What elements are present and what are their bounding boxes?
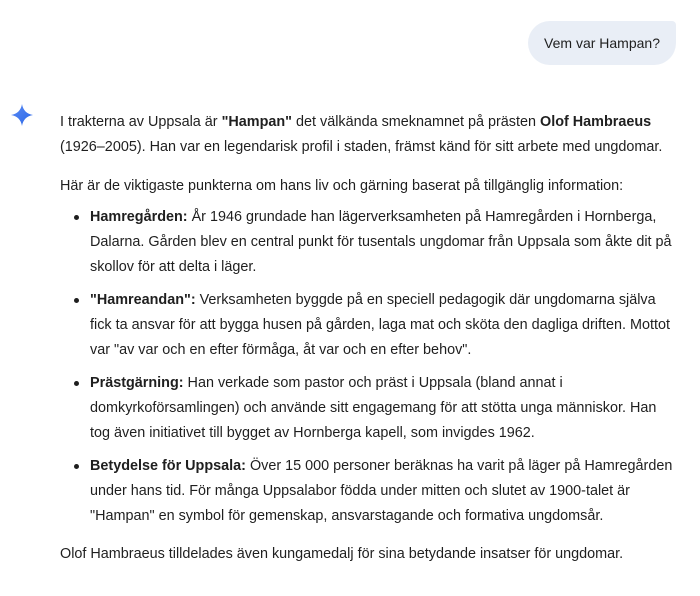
bullet-icon (74, 298, 79, 303)
point-title: Prästgärning: (90, 375, 184, 391)
list-item (60, 454, 680, 529)
bullet-icon (74, 464, 79, 469)
user-message-text: Vem var Hampan? (544, 35, 660, 51)
point-text: Verksamheten byggde på en speciell pedagogik där ungdomarna själva fick ta ansvar för att bygga husen på gården, laga mat och sköta den dagliga driften. Mottot var "av var och en efter förmåga, åt var och en efter behov". (90, 292, 670, 358)
list-item (60, 371, 680, 446)
sparkle-icon (11, 104, 33, 126)
list-item (60, 288, 680, 363)
point-text: År 1946 grundade han lägerverksamheten på Hamregården i Hornberga, Dalarna. Gården blev en central punkt för tusentals ungdomar från Uppsala som åkte dit på skollov för att delta i läger. (90, 209, 672, 275)
intro-text-1: I trakterna av Uppsala är (60, 114, 222, 130)
point-text: Över 15 000 personer beräknas ha varit på läger på Hamregården under hans tid. För många Uppsalabor födda under mitten och slutet av 1900-talet är "Hampan" en symbol för gemenskap, ansvarstagande och formativa ungdomsår. (90, 458, 673, 524)
point-title: Betydelse för Uppsala: (90, 458, 246, 474)
point-text: Han verkade som pastor och präst i Uppsala (bland annat i domkyrkoförsamlingen) och använde sitt engagemang för att stötta unga människor. Han tog även initiativet till bygget av Hornberga kapell, som invigdes 1962. (90, 375, 657, 441)
intro-text-2: det välkända smeknamnet på prästen (292, 114, 540, 130)
point-title: Hamregården: (90, 209, 188, 225)
point-title: "Hamreandan": (90, 292, 196, 308)
assistant-response (60, 110, 680, 567)
response-closing: Olof Hambraeus tilldelades även kungamedalj för sina betydande insatser för ungdomar. (60, 546, 624, 562)
key-points-list (60, 205, 680, 529)
list-item (60, 205, 680, 280)
response-lead: Här är de viktigaste punkterna om hans liv och gärning baserat på tillgänglig information: (60, 178, 624, 194)
user-message-bubble (528, 21, 676, 65)
bullet-icon (74, 381, 79, 386)
bullet-icon (74, 215, 79, 220)
intro-nickname: "Hampan" (221, 114, 292, 130)
intro-text-3: (1926–2005). Han var en legendarisk profil i staden, främst känd för sitt arbete med ungdomar. (60, 139, 663, 155)
response-intro (60, 110, 680, 160)
intro-person-name: Olof Hambraeus (540, 114, 652, 130)
